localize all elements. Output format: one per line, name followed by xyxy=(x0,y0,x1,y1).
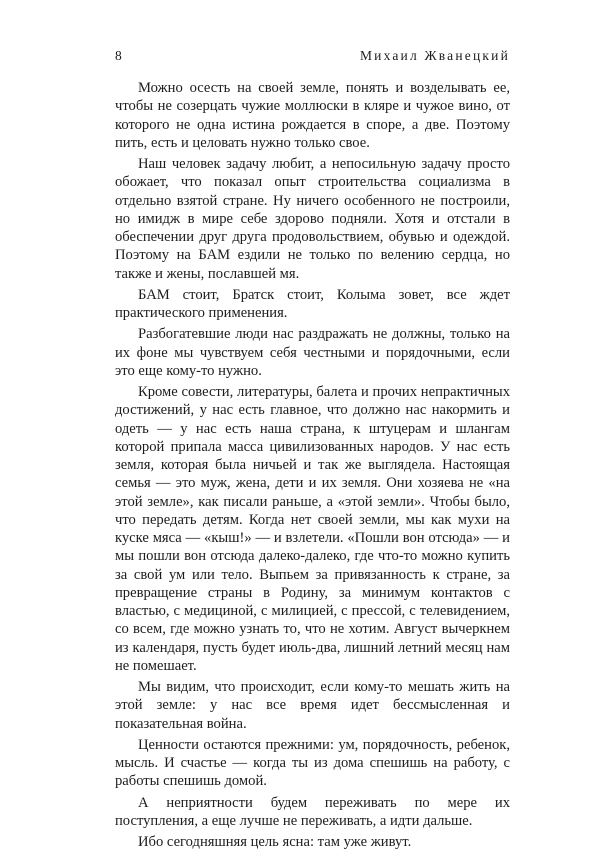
body-text xyxy=(115,79,510,851)
paragraph: А неприятности будем переживать по мере их поступления, а еще лучше не переживать, а идти дальше. xyxy=(115,794,510,829)
paragraph: Ценности остаются прежними: ум, порядочность, ребенок, мысль. И счастье — когда ты из дома спешишь на работу, с работы спешишь домой. xyxy=(115,736,510,790)
paragraph: Мы видим, что происходит, если кому-то мешать жить на этой земле: у нас все время идет бессмысленная и показательная война. xyxy=(115,679,510,732)
paragraph: Разбогатевшие люди нас раздражать не должны, только на их фоне мы чувствуем себя честными и порядочными, если это еще кому-то нужно. xyxy=(115,326,510,379)
running-head-author: Михаил Жванецкий xyxy=(359,48,510,63)
page-number: 8 xyxy=(115,48,122,63)
page-header xyxy=(115,48,510,68)
paragraph: Ибо сегодняшняя цель ясна: там уже живут. xyxy=(138,834,412,850)
paragraph: БАМ стоит, Братск стоит, Колыма зовет, все ждет практического применения. xyxy=(115,286,510,321)
paragraph: Можно осесть на своей земле, понять и возделывать ее, чтобы не созерцать чужие моллюски в кляре и чужое вино, от которого не одна истина рождается в споре, а две. Поэтому пить, есть и целовать нужно только свое. xyxy=(115,80,510,151)
paragraph: Кроме совести, литературы, балета и прочих непрактичных достижений, у нас есть главное, что должно нас накормить и одеть — у нас есть наша страна, к штуцерам и шлангам которой припала масса цивилизованных народов. У нас есть земля, которая была ничьей и так же выглядела. Настоящая семья — это муж, жена, дети и их земля. Они хозяева не «на этой земле», как писали раньше, а «этой земли». Чтобы было, что передать детям. Когда нет своей земли, мы как мухи на куске мяса — «кыш!» — и взлетели. «Пошли вон отсюда» — и мы пошли вон отсюда далеко-далеко, где что-то можно купить за свой ум или тело. Выпьем за привязанность к стране, за превращение страны в Родину, за минимум контактов с властью, с медициной, с милицией, с прессой, с телевидением, со всем, где можно узнать то, что не хотим. Август вычеркнем из календаря, пусть будет июль-два, лишний летний месяц нам не помешает. xyxy=(115,384,510,674)
paragraph: Наш человек задачу любит, а непосильную задачу просто обожает, что показал опыт строительства социализма в отдельно взятой стране. Ну ничего особенного не построили, но имидж в мире себе здорово подняли. Хотя и отстали в обеспечении друг друга продовольствием, обувью и одеждой. Поэтому на БАМ ездили не только по велению сердца, но также и жены, пославшей мя. xyxy=(115,156,510,282)
